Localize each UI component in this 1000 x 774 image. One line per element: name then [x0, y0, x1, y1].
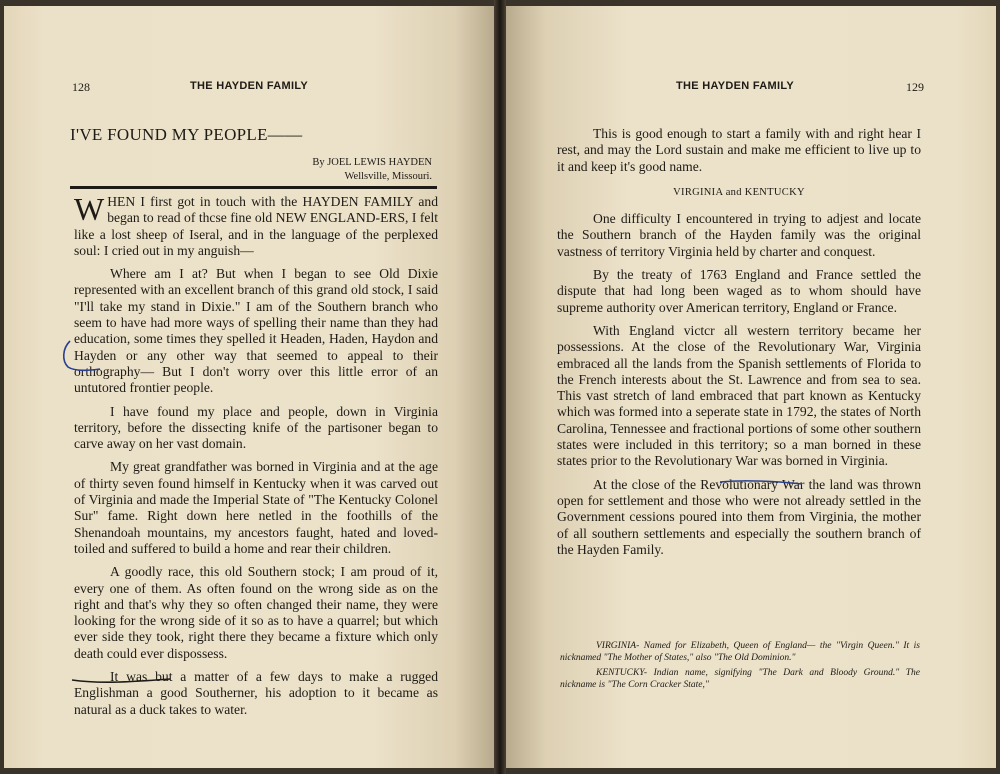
right-paragraph-3: With England victcr all western territory became her possessions. At the close of the Revolutionary War, Virginia embraced all the lands from the Spanish settlements of Florida to the French interests about the St. Lawrence and from sea to sea. This vast stretch of land embraced that part known as Kentucky which was formed into a seperate state in 1792, the states of North Carolina, Tennessee and fractional portions of some other southern states were included in this territory; so a man borned in these states prior to the Revolutionary War was borned in Virginia.: [557, 322, 921, 469]
book-gutter: [494, 0, 506, 774]
section-subhead: VIRGINIA and KENTUCKY: [673, 186, 805, 198]
footnote-kentucky: KENTUCKY- Indian name, signifying "The Dark and Bloody Ground." The nickname is "The Corn Cracker State,": [560, 668, 920, 690]
right-page-number: 129: [906, 80, 924, 94]
left-paragraph-4: My great grandfather was borned in Virginia and at the age of thirty seven found himself in Kentucky when it was carved out of Virginia and made the Imperial State of "The Kentucky Colonel Sur" fame. Right down here netled in the foothills of the Shenandoah mountains, my ancestors faught, hated and loved- toiled and suffered to build a home and rear their children.: [74, 459, 438, 556]
right-body-text: [557, 126, 921, 565]
right-running-head-text: THE HAYDEN FAMILY: [676, 80, 794, 92]
right-paragraph-4: At the close of the Revolutionary War the land was thrown open for settlement and those who were not already settled in the Government cessions poured into them from Virginia, the mother of all southern settlements and especially the southern branch of the Hayden Family.: [557, 476, 921, 557]
article-location: Wellsville, Missouri.: [344, 171, 432, 182]
title-rule: [70, 186, 437, 189]
drop-cap: W: [74, 191, 105, 227]
left-paragraph-3: I have found my place and people, down in Virginia territory, before the dissecting knife of the partisoner began to carve away on her vast domain.: [74, 403, 438, 452]
left-running-head: [190, 80, 308, 92]
right-intro-paragraph: This is good enough to start a family with and right hear I rest, and may the Lord sustain and make me efficient to live up to it and keep it's good name.: [557, 126, 921, 174]
left-paragraph-2: Where am I at? But when I began to see Old Dixie represented with an excellent branch of this grand old stock, I said "I'll take my stand in Dixie." I am of the Southern branch who seem to have had more ways of spelling their name than they had education, some times they spelled it Headen, Haden, Haydon and Hayden or any other way that seemed to appeal to their orthography— But I don't worry over this little error of an untutored frontier people.: [74, 266, 438, 396]
footnotes: [560, 640, 920, 694]
left-paragraph-6: It was but a matter of a few days to make a rugged Englishman a good Southerner, his adoption to it became as natural as a duck takes to water.: [74, 669, 438, 717]
left-body-text: [74, 191, 438, 725]
article-byline: By JOEL LEWIS HAYDEN: [312, 157, 432, 168]
right-running-head: [676, 80, 794, 92]
right-paragraph-1: One difficulty I encountered in trying to adjest and locate the Southern branch of the Hayden family was the original vastness of territory Virginia held by charter and conquest.: [557, 211, 921, 259]
left-paragraph-1: WHEN I first got in touch with the HAYDEN FAMILY and began to read of thcse fine old NEW ENGLAND-ERS, I felt like a lost sheep of Iseral, and in the language of the perplexed soul: I cried out in my anguish—: [74, 191, 438, 258]
left-running-head-text: THE HAYDEN FAMILY: [190, 80, 308, 92]
left-paragraph-5: A goodly race, this old Southern stock; I am proud of it, every one of them. As often found on the wrong side as on the right and that's why they so often changed their name, they were looking for the wrong side of it so as to have a quarrel; but which ever side they took, right there they became a fixture which only death could ever dispossess.: [74, 564, 438, 661]
right-paragraph-2: By the treaty of 1763 England and France settled the dispute that had long been waged as to whom should have supreme authority over American territory, England or France.: [557, 267, 921, 315]
left-page-number: 128: [72, 80, 90, 94]
article-title: I'VE FOUND MY PEOPLE——: [70, 125, 303, 144]
footnote-virginia: VIRGINIA- Named for Elizabeth, Queen of England— the "Virgin Queen." It is nicknamed "The Mother of States," also "The Old Dominion.": [560, 641, 920, 663]
